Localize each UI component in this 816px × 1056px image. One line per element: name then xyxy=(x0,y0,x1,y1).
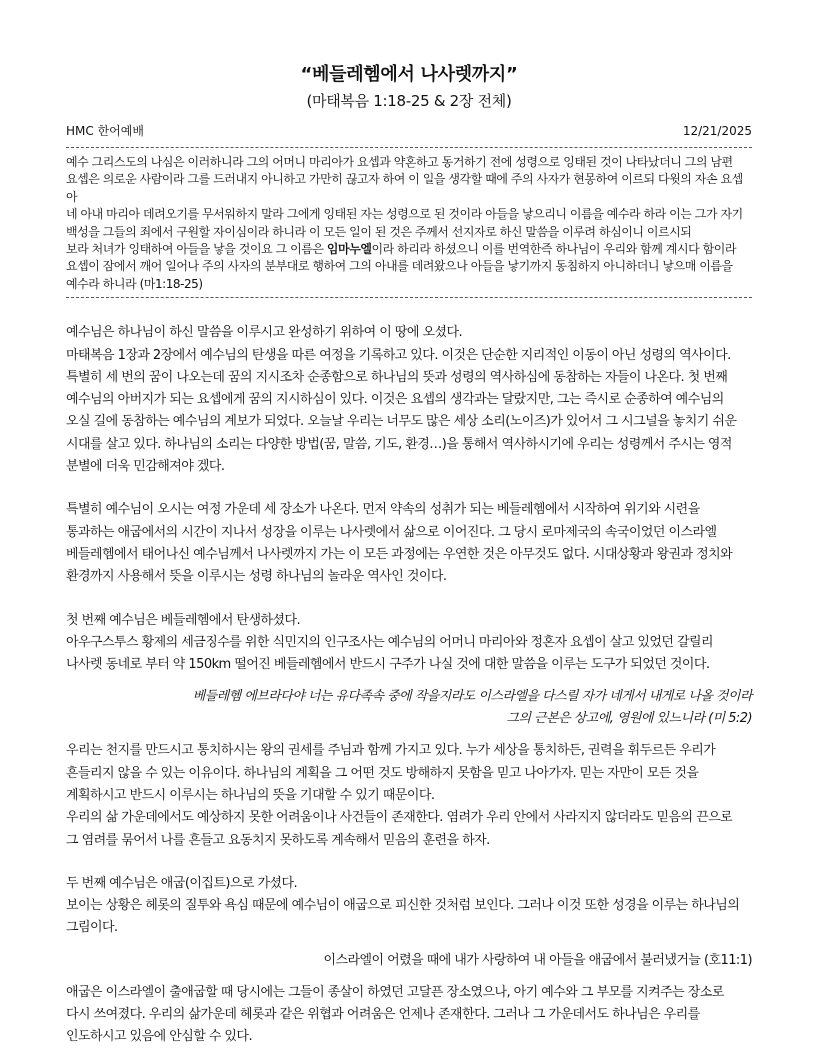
body-line: 마태복음 1장과 2장에서 예수님의 탄생을 따른 여정을 기록하고 있다. 이것은 단순한 지리적인 이동이 아닌 성령의 역사이다. xyxy=(66,347,731,363)
body-line: 아우구스투스 황제의 세금징수를 위한 식민지의 인구조사는 예수님의 어머니 마리아와 정혼자 요셉이 살고 있었던 갈릴리 xyxy=(66,634,713,650)
scripture-line xyxy=(66,241,752,258)
sermon-title: “베들레헴에서 나사렛까지” xyxy=(300,64,518,85)
document-page xyxy=(66,62,752,1049)
quote-hosea: 이스라엘이 어렸을 때에 내가 사랑하여 내 아들을 애굽에서 불러냈거늘 (호11:1) xyxy=(323,952,752,968)
paragraph-egypt xyxy=(66,873,752,940)
scripture-passage xyxy=(66,154,752,293)
sermon-date: 12/21/2025 xyxy=(682,124,752,138)
scripture-line: 예수라 하니라 (마1:18-25) xyxy=(66,276,203,291)
body-line: 베들레헴에서 태어나신 예수님께서 나사렛까지 가는 이 모든 과정에는 우연한 것은 아무것도 없다. 시대상황과 왕권과 정치와 xyxy=(66,546,733,562)
body-line: 다시 쓰여졌다. 우리의 삶가운데 헤롯과 같은 위협과 어려움은 언제나 존재한다. 그러나 그 가운데서도 하나님은 우리를 xyxy=(66,1007,700,1023)
body-line: 인도하시고 있음에 안심할 수 있다. xyxy=(66,1029,253,1045)
scripture-line: 요셉은 의로운 사람이라 그를 드러내지 아니하고 가만히 끊고자 하여 이 일을 생각할 때에 주의 사자가 현몽하여 이르되 다윗의 자손 요셉아 xyxy=(66,172,743,204)
body-line: 계획하시고 반드시 이루시는 하나님의 뜻을 기대할 수 있기 때문이다. xyxy=(66,788,435,803)
quote-line: 베들레헴 에브라다야 너는 유다족속 중에 작을지라도 이스라엘을 다스릴 자가 네게서 내게로 나올 것이라 xyxy=(192,689,752,705)
quote-micah xyxy=(66,686,752,730)
body-line: 흔들리지 않을 수 있는 이유이다. 하나님의 계획을 그 어떤 것도 방해하지 못함을 믿고 나아가자. 믿는 자만이 모든 것을 xyxy=(66,765,699,781)
paragraph-three-places xyxy=(66,499,752,588)
body-line: 분별에 더욱 민감해져야 겠다. xyxy=(66,459,225,475)
scripture-line: 네 아내 마리아 데려오기를 무서워하지 말라 그에게 잉태된 자는 성령으로 된 것이라 아들을 낳으리니 이름을 예수라 하라 이는 그가 자기 xyxy=(66,207,743,222)
paragraph-intro xyxy=(66,322,752,478)
body-line: 특별히 세 번의 꿈이 나오는데 꿈의 지시조차 순종함으로 하나님의 뜻과 성령의 역사하심에 동참하는 자들이 나온다. 첫 번째 xyxy=(66,369,728,385)
body-line: 그림이다. xyxy=(66,920,118,936)
body-line: 예수님은 하나님이 하신 말씀을 이루시고 완성하기 위하여 이 땅에 오셨다. xyxy=(66,325,463,341)
body-line: 통과하는 애굽에서의 시간이 지나서 성장을 이루는 나사렛에서 삶으로 이어진다. 그 당시 로마제국의 속국이었던 이스라엘 xyxy=(66,524,717,540)
body-line: 우리는 천지를 만드시고 통치하시는 왕의 권세를 주님과 함께 가지고 있다. 누가 세상을 통치하든, 권력을 휘두르든 우리가 xyxy=(66,743,716,759)
scripture-text: 이라 하리라 하셨으니 이를 번역한즉 하나님이 우리와 함께 계시다 함이라 xyxy=(371,242,737,257)
immanuel-emphasis: 임마누엘 xyxy=(326,242,372,257)
body-line: 보이는 상황은 헤롯의 질투와 욕심 때문에 예수님이 애굽으로 피신한 것처럼 보인다. 그러나 이것 또한 성경을 이루는 하나님의 xyxy=(66,898,740,914)
body-line: 오실 길에 동참하는 예수님의 계보가 되었다. 오늘날 우리는 너무도 많은 세상 소리(노이즈)가 있어서 그 시그널을 놓치기 쉬운 xyxy=(66,414,737,430)
sermon-body xyxy=(66,322,752,1048)
scripture-text: 보라 처녀가 잉태하여 아들을 낳을 것이요 그 이름은 xyxy=(66,242,327,257)
scripture-line: 백성을 그들의 죄에서 구원할 자이심이라 하니라 이 모든 일이 된 것은 주께서 선지자로 하신 말씀을 이루려 하심이니 이르시되 xyxy=(66,224,692,239)
divider-bottom xyxy=(66,297,752,298)
body-line: 두 번째 예수님은 애굽(이집트)으로 가셨다. xyxy=(66,875,298,891)
body-line: 애굽은 이스라엘이 출애굽할 때 당시에는 그들이 종살이 하였던 고달픈 장소였으나, 아기 예수와 그 부모를 지켜주는 장소로 xyxy=(66,984,724,1000)
divider-top xyxy=(66,147,752,148)
body-line: 시대를 살고 있다. 하나님의 소리는 다양한 방법(꿈, 말씀, 기도, 환경…)을 통해서 역사하시기에 우리는 성령께서 주시는 영적 xyxy=(66,436,732,452)
body-line: 그 염려를 묶어서 나를 흔들고 요동치지 못하도록 계속해서 믿음의 훈련을 하자. xyxy=(66,832,490,848)
service-name: HMC 한어예배 xyxy=(66,124,144,138)
quote-line: 그의 근본은 상고에, 영원에 있느니라 (미 5:2) xyxy=(506,711,752,727)
paragraph-egypt-meaning xyxy=(66,982,752,1049)
paragraph-bethlehem xyxy=(66,610,752,677)
header-meta xyxy=(66,122,752,140)
scripture-line: 예수 그리스도의 나심은 이러하니라 그의 어머니 마리아가 요셉과 약혼하고 동거하기 전에 성령으로 잉태된 것이 나타났더니 그의 남편 xyxy=(66,155,733,169)
body-line: 나사렛 동네로 부터 약 150km 떨어진 베들레헴에서 반드시 구주가 나실 것에 대한 말씀을 이루는 도구가 되었던 것이다. xyxy=(66,657,710,673)
body-line: 환경까지 사용해서 뜻을 이루시는 성령 하나님의 놀라운 역사인 것이다. xyxy=(66,569,447,585)
body-line: 우리의 삶 가운데에서도 예상하지 못한 어려움이나 사건들이 존재한다. 염려가 우리 안에서 사라지지 않더라도 믿음의 끈으로 xyxy=(66,810,733,826)
body-line: 첫 번째 예수님은 베들레헴에서 탄생하셨다. xyxy=(66,612,301,628)
sermon-subtitle: (마태복음 1:18-25 & 2장 전체) xyxy=(306,92,512,110)
scripture-line: 요셉이 잠에서 깨어 일어나 주의 사자의 분부대로 행하여 그의 아내를 데려왔으나 아들을 낳기까지 동침하지 아니하더니 낳으매 이름을 xyxy=(66,259,733,274)
body-line: 특별히 예수님이 오시는 여정 가운데 세 장소가 나온다. 먼저 약속의 성취가 되는 베들레헴에서 시작하여 위기와 시련을 xyxy=(66,502,700,518)
body-line: 예수님의 아버지가 되는 요셉에게 꿈의 지시하심이 있다. 이것은 요셉의 생각과는 달랐지만, 그는 즉시로 순종하여 예수님의 xyxy=(66,392,724,408)
paragraph-authority xyxy=(66,740,752,851)
